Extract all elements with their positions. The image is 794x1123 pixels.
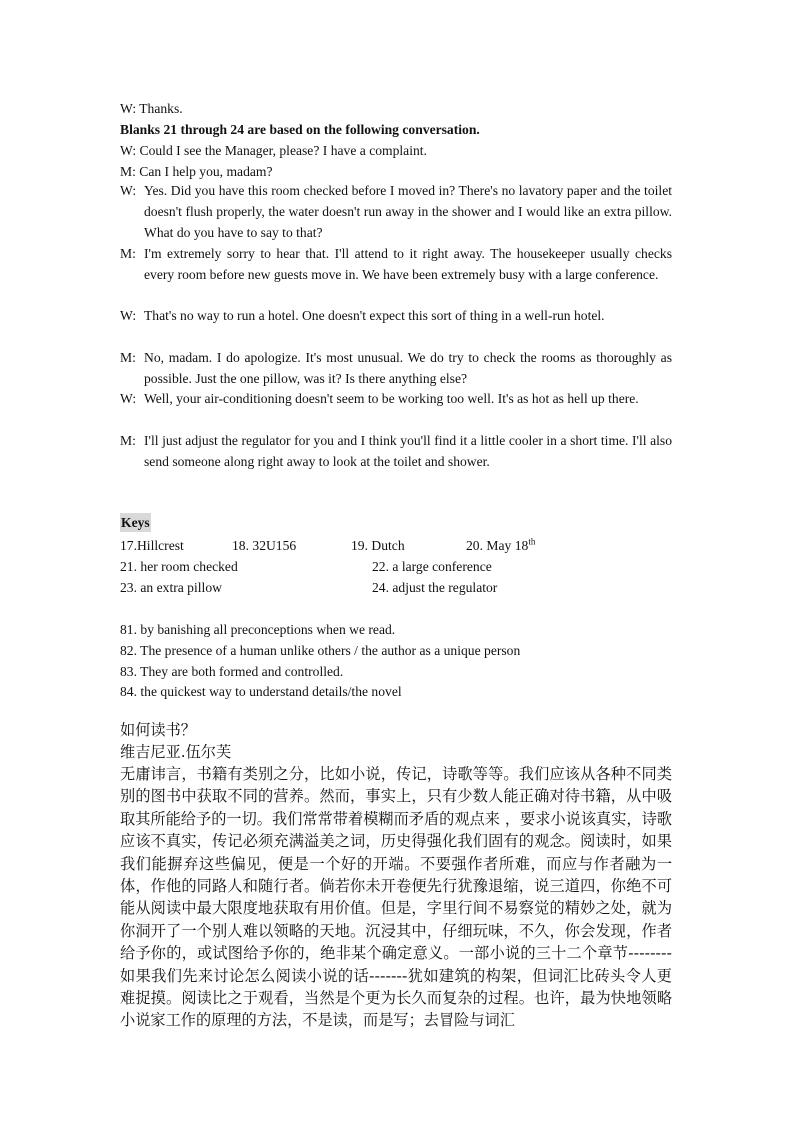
section-heading: Blanks 21 through 24 are based on the following conversation. (120, 122, 480, 137)
dialogue-line: M: Can I help you, madam? (120, 164, 273, 179)
key-answer-text: 20. May 18 (466, 538, 529, 553)
chinese-author: 维吉尼亚.伍尔芙 (120, 743, 232, 761)
turn-text: I'll just adjust the regulator for you and I think you'll find it a little cooler in a short time. I'll also send someone along right away to look at the toilet and shower. (144, 433, 672, 469)
answer-line: 83. They are both formed and controlled. (120, 664, 344, 679)
speaker-label: M: (120, 246, 136, 261)
dialogue-turn (120, 306, 672, 327)
answer-line: 81. by banishing all preconceptions when we read. (120, 622, 396, 637)
key-answer: 19. Dutch (351, 538, 405, 553)
speaker-label: M: (120, 433, 136, 448)
key-answer: 21. her room checked (120, 559, 238, 574)
key-answer: 24. adjust the regulator (372, 580, 498, 595)
dialogue-turn (120, 389, 672, 410)
intro-line: W: Thanks. (120, 101, 183, 116)
chinese-body: 无庸讳言，书籍有类别之分，比如小说，传记，诗歌等等。我们应该从各种不同类别的图书中获取不同的营养。然而，事实上，只有少数人能正确对待书籍，从中吸取其所能给予的一切。我们常常带着模糊而矛盾的观点来 ，要求小说该真实，诗歌应该不真实，传记必须充满溢美之词，历史得强化我们固有的观念。阅读时，如果我们能摒弃这些偏见，便是一个好的开端。不要强作者所难，而应与作者融为一体，作他的同路人和随行者。倘若你未开卷便先行犹豫退缩，说三道四，你绝不可能从阅读中最大限度地获取有用价值。但是，字里行间不易察觉的精妙之处，就为你洞开了一个别人难以领略的天地。沉浸其中，仔细玩味，不久，你会发现，作者给予你的，或试图给予你的，绝非某个确定意义。一部小说的三十二个章节--------如果我们先来讨论怎么阅读小说的话-------犹如建筑的构架，但词汇比砖头令人更难捉摸。阅读比之于观看，当然是个更为长久而复杂的过程。也许，最为快地领略小说家工作的原理的方法，不是读，而是写；去冒险与词汇 (120, 765, 672, 1030)
answer-line: 82. The presence of a human unlike others / the author as a unique person (120, 643, 521, 658)
keys-heading: Keys (121, 515, 150, 530)
speaker-label: W: (120, 391, 137, 406)
dialogue-turn (120, 348, 672, 390)
key-answer: 18. 32U156 (232, 538, 297, 553)
answer-line: 84. the quickest way to understand details/the novel (120, 684, 402, 699)
dialogue-turn (120, 181, 672, 243)
dialogue-line: W: Could I see the Manager, please? I have a complaint. (120, 143, 427, 158)
key-answer: 23. an extra pillow (120, 580, 222, 595)
speaker-label: W: (120, 183, 137, 198)
turn-text: That's no way to run a hotel. One doesn't expect this sort of thing in a well-run hotel. (144, 308, 605, 323)
key-answer (466, 535, 535, 556)
turn-text: Well, your air-conditioning doesn't seem to be working too well. It's as hot as hell up there. (144, 391, 639, 406)
speaker-label: M: (120, 350, 136, 365)
key-answer: 22. a large conference (372, 559, 492, 574)
chinese-title: 如何读书？ (120, 721, 196, 739)
turn-text: No, madam. I do apologize. It's most unusual. We do try to check the rooms as thoroughly as possible. Just the one pillow, was it? Is there anything else? (144, 350, 672, 386)
dialogue-turn (120, 244, 672, 286)
ordinal-suffix: th (528, 536, 536, 547)
speaker-label: W: (120, 308, 137, 323)
dialogue-turn (120, 431, 672, 473)
turn-text: Yes. Did you have this room checked before I moved in? There's no lavatory paper and the toilet doesn't flush properly, the water doesn't run away in the shower and I would like an extra pillow. What do you have to say to that? (144, 183, 672, 240)
turn-text: I'm extremely sorry to hear that. I'll attend to it right away. The housekeeper usually checks every room before new guests move in. We have been extremely busy with a large conference. (144, 246, 672, 282)
key-answer: 17.Hillcrest (120, 538, 184, 553)
